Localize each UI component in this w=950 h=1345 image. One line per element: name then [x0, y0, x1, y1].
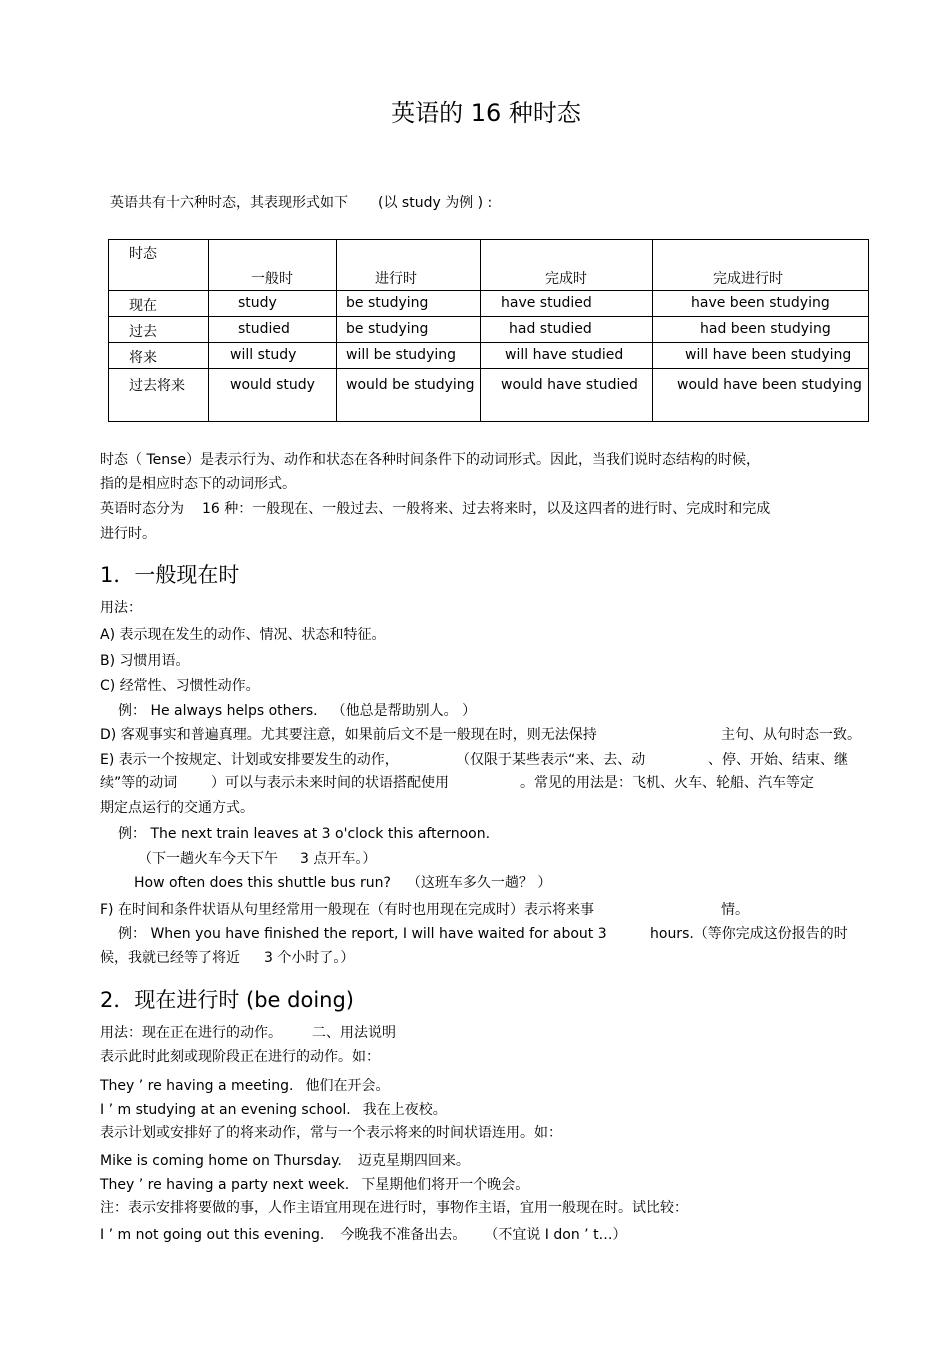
table-cell: will have been studying — [653, 343, 869, 369]
column-header: 进行时 — [337, 240, 481, 291]
section-heading: 2．现在进行时 (be doing) — [100, 988, 354, 1012]
usage-item-continued: 续”等的动词 — [100, 775, 178, 791]
example-line: 例： When you have finished the report, I will have waited for about 3 — [118, 926, 607, 942]
definition-line: 进行时。 — [100, 526, 156, 542]
note-line: 注：表示安排将要做的事，人作主语宜用现在进行时，事物作主语，宜用一般现在时。试比较： — [100, 1200, 688, 1216]
table-row — [109, 343, 869, 369]
column-header: 完成时 — [481, 240, 653, 291]
definition-line: 英语时态分为 16 种：一般现在、一般过去、一般将来、过去将来时，以及这四者的进行时、完成时和完成 — [100, 501, 771, 517]
table-cell: study — [209, 291, 337, 317]
table-cell: be studying — [337, 317, 481, 343]
example-line: How often does this shuttle bus run? （这班车多久一趟？ ） — [134, 875, 552, 891]
usage-item-continued: 、停、开始、结束、继 — [708, 752, 848, 768]
column-header: 一般时 — [209, 240, 337, 291]
example-line: hours.（等你完成这份报告的时 — [650, 926, 848, 942]
table-cell: have studied — [481, 291, 653, 317]
table-corner-cell — [109, 240, 209, 291]
definition-line: 时态（ Tense）是表示行为、动作和状态在各种时间条件下的动词形式。因此，当我们说时态结构的时候， — [100, 452, 761, 468]
tense-table — [108, 239, 869, 422]
usage-item: A) 表示现在发生的动作、情况、状态和特征。 — [100, 627, 386, 643]
table-row — [109, 369, 869, 422]
table-cell: will have studied — [481, 343, 653, 369]
usage-item-continued: ）可以与表示未来时间的状语搭配使用 — [211, 775, 449, 791]
corner-label: 时态 — [129, 246, 157, 262]
usage-item-continued: 期定点运行的交通方式。 — [100, 800, 254, 816]
table-cell: had been studying — [653, 317, 869, 343]
table-row — [109, 291, 869, 317]
row-label: 过去将来 — [109, 369, 209, 422]
example-translation: （下一趟火车今天下午 3 点开车。） — [138, 851, 377, 867]
usage-item-continued: 情。 — [721, 902, 749, 918]
row-label: 现在 — [109, 291, 209, 317]
example-line: 例： The next train leaves at 3 o'clock this afternoon. — [118, 826, 491, 842]
usage-item: F) 在时间和条件状语从句里经常用一般现在（有时也用现在完成时）表示将来事 — [100, 902, 594, 918]
page-title: 英语的 16 种时态 — [391, 99, 581, 127]
example-line: I ’ m studying at an evening school. 我在上夜校。 — [100, 1102, 447, 1118]
usage-item: B) 习惯用语。 — [100, 653, 190, 669]
usage-item-continued: 主句、从句时态一致。 — [721, 727, 861, 743]
example-line: They ’ re having a meeting. 他们在开会。 — [100, 1078, 390, 1094]
table-header-row — [109, 240, 869, 291]
example-line: Mike is coming home on Thursday. 迈克星期四回来。 — [100, 1153, 470, 1169]
intro-text: 英语共有十六种时态，其表现形式如下 — [110, 195, 348, 211]
usage-item: E) 表示一个按规定、计划或安排要发生的动作， — [100, 752, 399, 768]
usage-item: C) 经常性、习惯性动作。 — [100, 678, 260, 694]
usage-item-continued: 。常见的用法是：飞机、火车、轮船、汽车等定 — [520, 775, 814, 791]
section-heading: 1．一般现在时 — [100, 563, 240, 587]
example-line: They ’ re having a party next week. 下星期他们将开一个晚会。 — [100, 1177, 530, 1193]
table-cell: be studying — [337, 291, 481, 317]
table-row — [109, 317, 869, 343]
example-line: I ’ m not going out this evening. 今晚我不准备出去。 （不宜说 I don ’ t…） — [100, 1227, 627, 1243]
row-label: 将来 — [109, 343, 209, 369]
column-header: 完成进行时 — [653, 240, 869, 291]
text-line: 表示计划或安排好了的将来动作，常与一个表示将来的时间状语连用。如： — [100, 1125, 562, 1141]
definition-line: 指的是相应时态下的动词形式。 — [100, 476, 296, 492]
intro-note: (以 study 为例 ) : — [378, 195, 493, 211]
table-cell: will be studying — [337, 343, 481, 369]
table-cell: will study — [209, 343, 337, 369]
table-cell: had studied — [481, 317, 653, 343]
usage-item: D) 客观事实和普遍真理。尤其要注意，如果前后文不是一般现在时，则无法保持 — [100, 727, 597, 743]
intro-line — [110, 194, 492, 212]
usage-label: 用法： — [100, 600, 142, 616]
text-line: 表示此时此刻或现阶段正在进行的动作。如： — [100, 1049, 380, 1065]
usage-item-continued: （仅限于某些表示“来、去、动 — [456, 752, 646, 768]
table-cell: would have studied — [481, 369, 653, 422]
example-line: 候，我就已经等了将近 3 个小时了。） — [100, 950, 355, 966]
table-cell: would have been studying — [653, 369, 869, 422]
usage-label: 用法：现在正在进行的动作。 二、用法说明 — [100, 1025, 396, 1041]
example-line: 例： He always helps others. （他总是帮助别人。 ） — [118, 703, 477, 719]
table-cell: would study — [209, 369, 337, 422]
table-cell: would be studying — [337, 369, 481, 422]
row-label: 过去 — [109, 317, 209, 343]
table-cell: studied — [209, 317, 337, 343]
table-cell: have been studying — [653, 291, 869, 317]
